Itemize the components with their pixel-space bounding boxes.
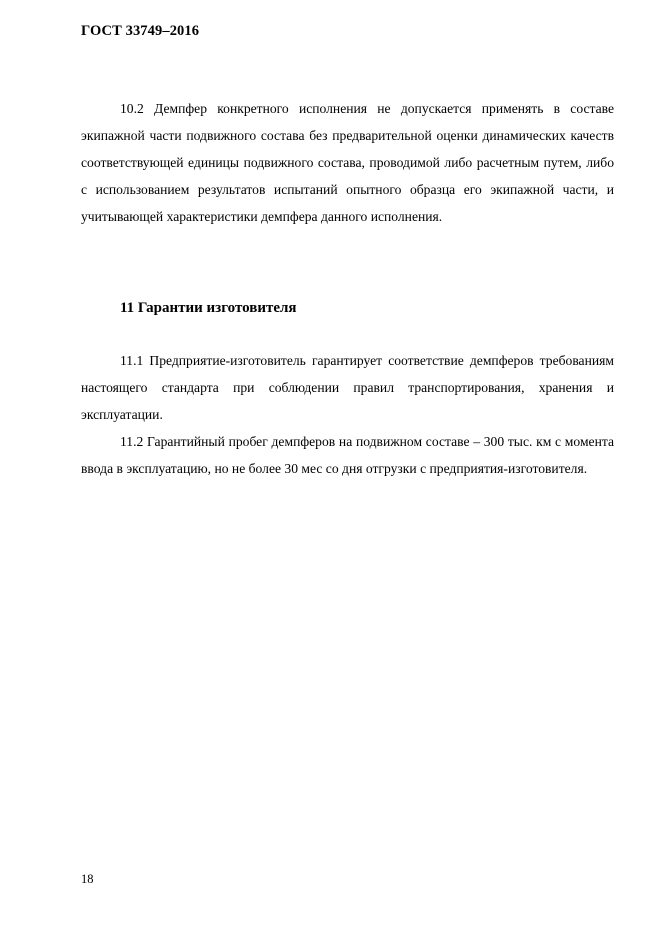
document-header: ГОСТ 33749–2016 bbox=[81, 23, 200, 39]
paragraph-10-2: 10.2 Демпфер конкретного исполнения не допускается применять в составе экипажной части подвижного состава без предварительной оценки динамических качеств соответствующей единицы подвижного состава, проводимой либо расчетным путем, либо с использованием результатов испытаний опытного образца его экипажной части, и учитывающей характеристики демпфера данного исполнения. bbox=[81, 101, 614, 224]
page-number: 18 bbox=[81, 872, 94, 886]
section-title: 11 Гарантии изготовителя bbox=[120, 300, 297, 316]
paragraph-11-1: 11.1 Предприятие-изготовитель гарантирует соответствие демпферов требованиям настоящего стандарта при соблюдении правил транспортирования, хранения и эксплуатации. bbox=[81, 353, 614, 422]
paragraph-11-2: 11.2 Гарантийный пробег демпферов на подвижном составе – 300 тыс. км с момента ввода в эксплуатацию, но не более 30 мес со дня отгрузки с предприятия-изготовителя. bbox=[81, 434, 614, 476]
